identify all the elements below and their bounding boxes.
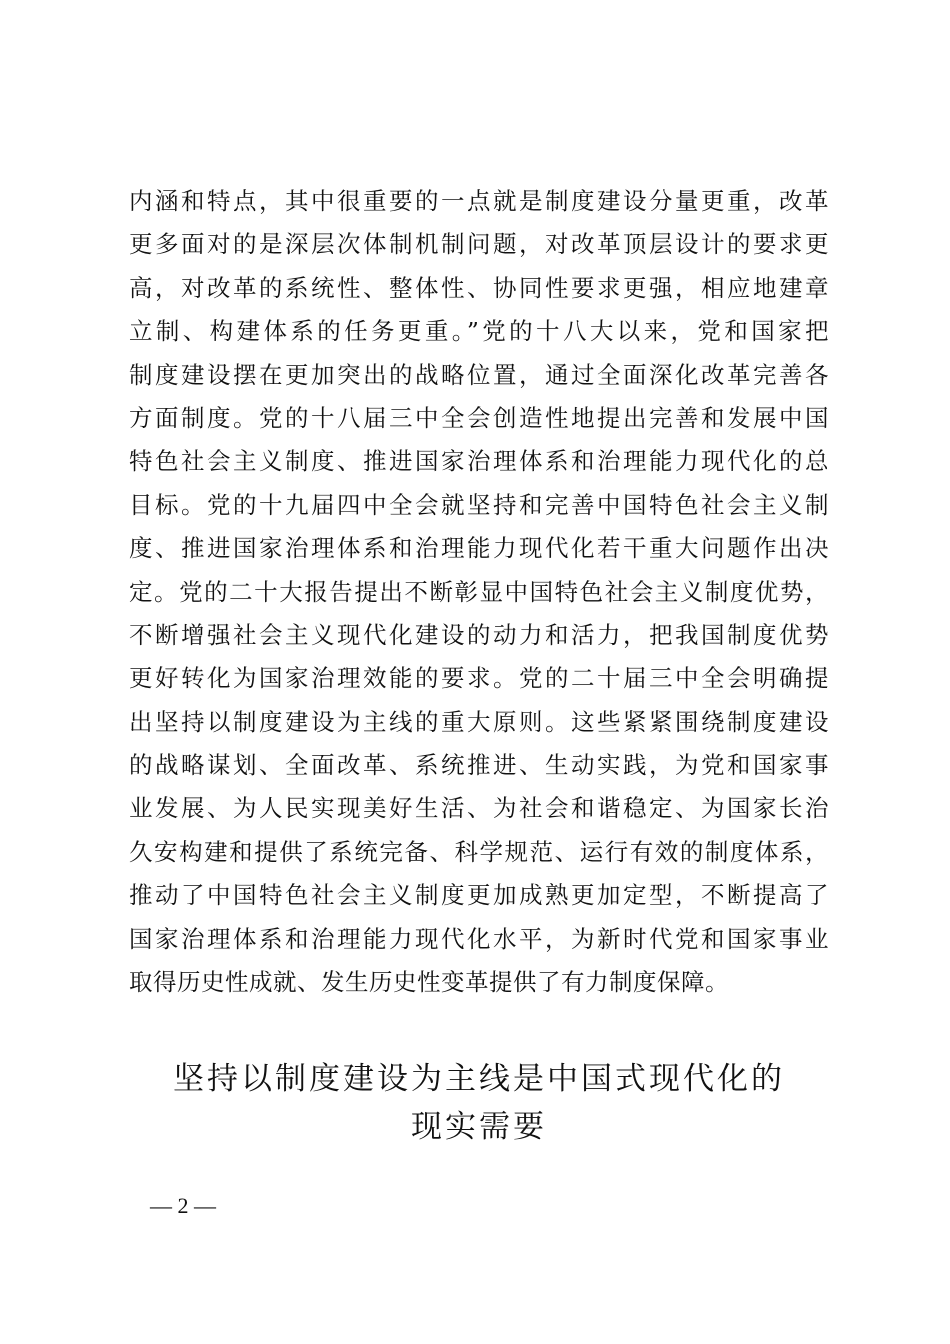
section-heading-line1: 坚持以制度建设为主线是中国式现代化的: [173, 1061, 785, 1097]
body-line: 业发展、为人民实现美好生活、为社会和谐稳定、为国家长治: [129, 794, 829, 823]
body-line: 度、推进国家治理体系和治理能力现代化若干重大问题作出决: [129, 534, 829, 563]
body-line: 出坚持以制度建设为主线的重大原则。这些紧紧围绕制度建设: [129, 707, 829, 736]
body-line: 更好转化为国家治理效能的要求。党的二十届三中全会明确提: [129, 664, 829, 693]
body-line: 更多面对的是深层次体制机制问题，对改革顶层设计的要求更: [129, 230, 829, 259]
body-line: 久安构建和提供了系统完备、科学规范、运行有效的制度体系，: [129, 837, 829, 866]
body-line: 国家治理体系和治理能力现代化水平，为新时代党和国家事业: [129, 924, 829, 953]
body-line: 取得历史性成就、发生历史性变革提供了有力制度保障。: [129, 968, 729, 997]
body-line: 目标。党的十九届四中全会就坚持和完善中国特色社会主义制: [129, 490, 829, 519]
body-paragraph: [129, 180, 829, 1004]
body-line: 不断增强社会主义现代化建设的动力和活力，把我国制度优势: [129, 620, 829, 649]
body-line: 高，对改革的系统性、整体性、协同性要求更强，相应地建章: [129, 273, 829, 302]
page-number: — 2 —: [150, 1193, 216, 1218]
body-line: 内涵和特点，其中很重要的一点就是制度建设分量更重，改革: [129, 187, 829, 215]
body-line: 方面制度。党的十八届三中全会创造性地提出完善和发展中国: [129, 403, 829, 432]
body-line: 立制、构建体系的任务更重。”党的十八大以来，党和国家把: [129, 317, 829, 346]
body-line: 推动了中国特色社会主义制度更加成熟更加定型，不断提高了: [129, 881, 829, 910]
body-line: 制度建设摆在更加突出的战略位置，通过全面深化改革完善各: [129, 360, 829, 389]
body-line: 的战略谋划、全面改革、系统推进、生动实践，为党和国家事: [129, 751, 829, 780]
body-line: 特色社会主义制度、推进国家治理体系和治理能力现代化的总: [129, 447, 829, 476]
section-heading: [129, 1055, 829, 1151]
section-heading-line2: 现实需要: [411, 1109, 547, 1145]
body-line: 定。党的二十大报告提出不断彰显中国特色社会主义制度优势，: [129, 577, 829, 606]
